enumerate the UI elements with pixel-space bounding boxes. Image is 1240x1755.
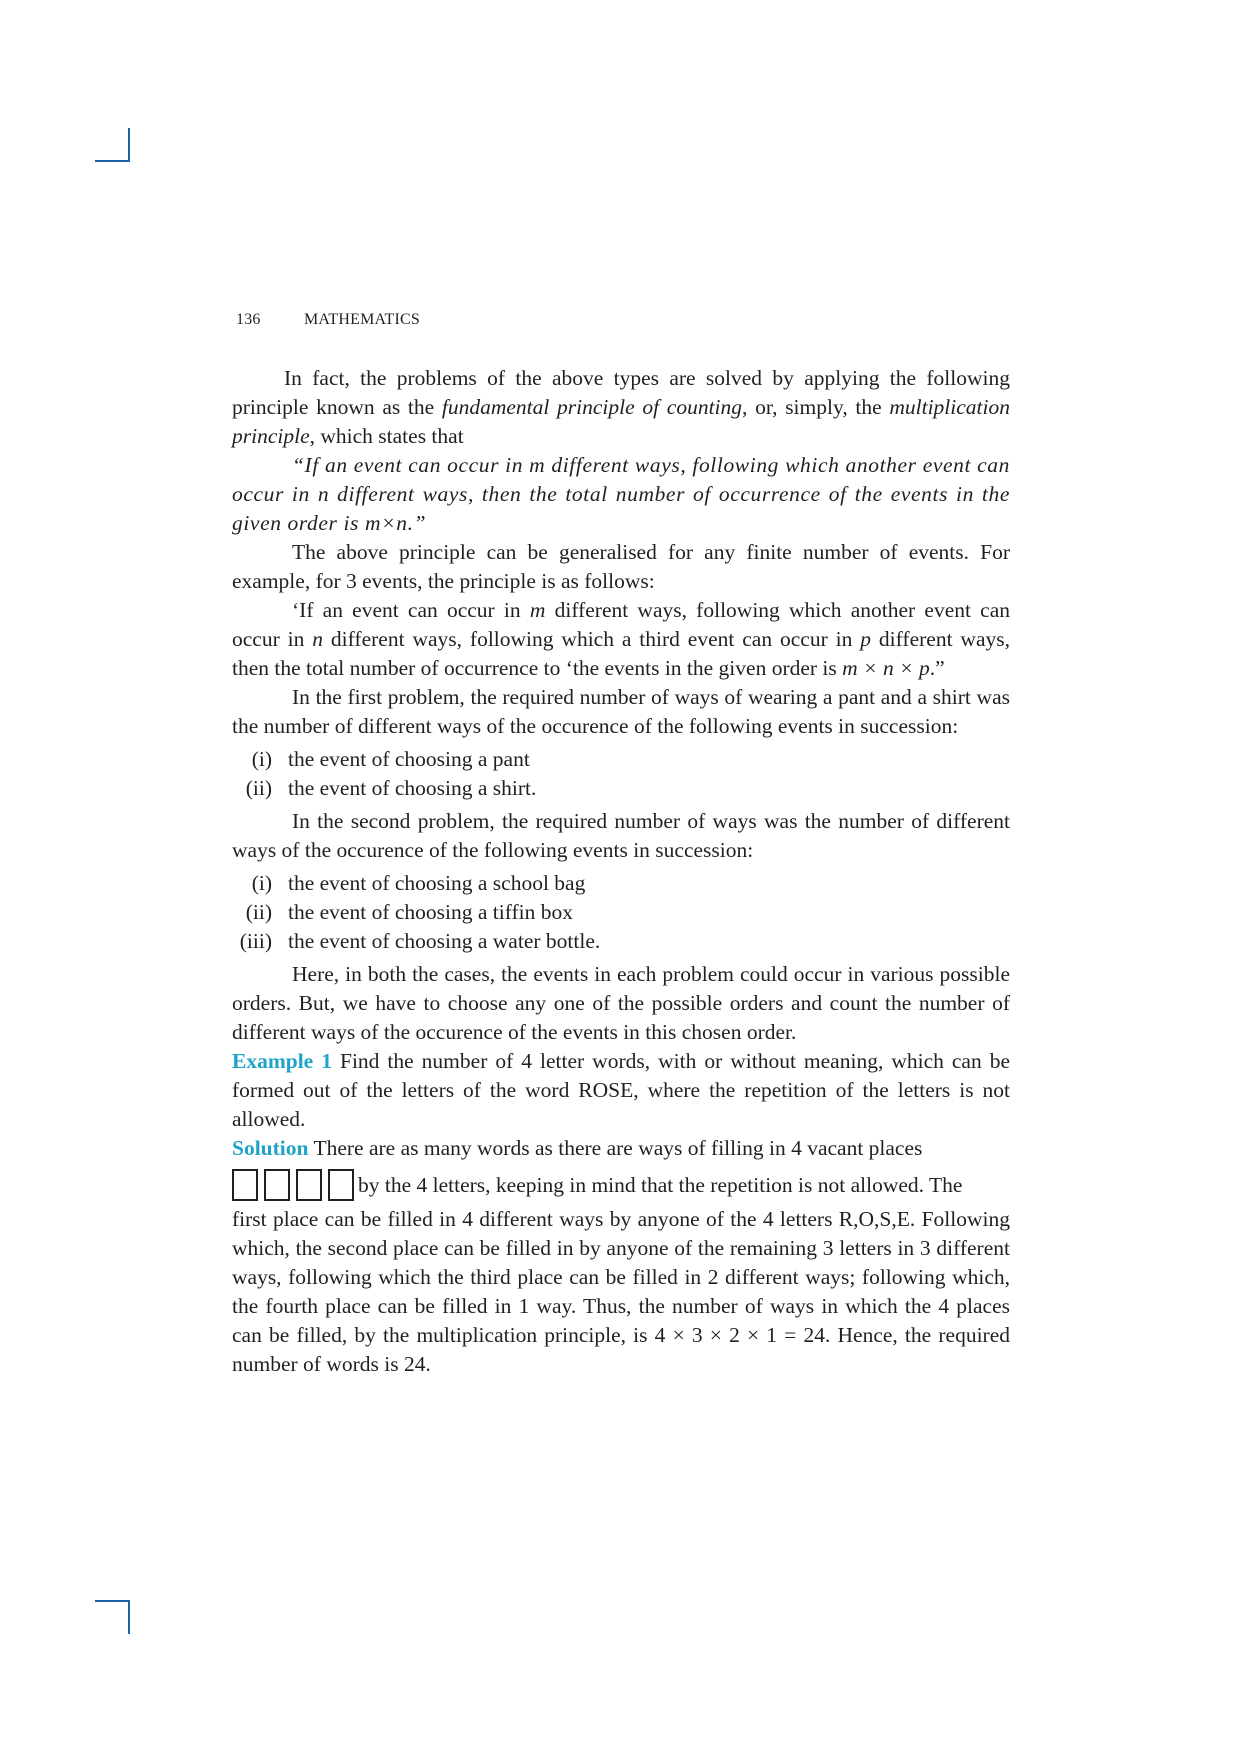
paragraph: In fact, the problems of the above types are solved by applying the following principle known as the fundamental principle of counting, or, simply, the multiplication principle, which states that <box>232 366 1010 448</box>
crop-mark-bottom <box>128 1600 130 1634</box>
formula: m × n × p <box>842 656 930 680</box>
event-list <box>232 869 1010 956</box>
list-item: (ii) the event of choosing a shirt. <box>245 776 537 800</box>
list-item: (i) the event of choosing a school bag <box>251 871 586 895</box>
empty-box-icon <box>296 1169 322 1201</box>
solution-block <box>232 1134 1010 1163</box>
solution-text: by the 4 letters, keeping in mind that the repetition is not allowed. The <box>358 1173 963 1197</box>
running-title: MATHEMATICS <box>304 311 420 328</box>
crop-mark-bottom <box>95 1600 130 1602</box>
paragraph: Here, in both the cases, the events in each problem could occur in various possible orders. But, we have to choose any one of the possible orders and count the number of different ways of the occurence of the events in this chosen order. <box>232 962 1010 1044</box>
paragraph: In the first problem, the required number of ways of wearing a pant and a shirt was the number of different ways of the occurence of the following events in succession: <box>232 685 1010 738</box>
paragraph: In the second problem, the required number of ways was the number of different ways of the occurence of the following events in succession: <box>232 809 1010 862</box>
empty-box-icon <box>232 1169 258 1201</box>
example-block <box>232 1047 1010 1134</box>
crop-mark-top <box>95 160 130 162</box>
paragraph: The above principle can be generalised for any finite number of events. For example, for 3 events, the principle is as follows: <box>232 540 1010 593</box>
list-item: (i) the event of choosing a pant <box>251 747 530 771</box>
vacant-places <box>232 1169 354 1201</box>
event-list <box>232 745 1010 803</box>
crop-mark-top <box>128 128 130 162</box>
paragraph: ‘If an event can occur in m different ways, following which another event can occur in n different ways, following which a third event can occur in p different ways, then the total number of occurrence to ‘the events in the given order is m × n × p.” <box>232 598 1011 680</box>
running-head <box>236 311 420 329</box>
vacant-places-line <box>232 1165 1010 1205</box>
page-number: 136 <box>236 311 261 328</box>
list-item: (iii) the event of choosing a water bottle. <box>239 929 601 953</box>
term: fundamental principle of counting <box>441 395 743 419</box>
list-item: (ii) the event of choosing a tiffin box <box>245 900 574 924</box>
empty-box-icon <box>328 1169 354 1201</box>
page-content <box>232 364 1010 1379</box>
principle-quote: “If an event can occur in m different ways, following which another event can occur in n different ways, then the total number of occurrence of the events in the given order is m×n.” <box>232 453 1010 535</box>
solution-text: There are as many words as there are ways of filling in 4 vacant places <box>308 1136 923 1160</box>
term: multiplication principle <box>232 395 1010 448</box>
solution-label: Solution <box>232 1136 309 1160</box>
example-label: Example 1 <box>232 1049 332 1073</box>
solution-text: first place can be filled in 4 different ways by anyone of the 4 letters R,O,S,E. Following which, the second place can be filled in by anyone of the remaining 3 letters in 3 different ways, following which the third place can be filled in 2 different ways; following which, the fourth place can be filled in 1 way. Thus, the number of ways in which the 4 places can be filled, by the multiplication principle, is 4 × 3 × 2 × 1 = 24. Hence, the required number of words is 24. <box>232 1207 1010 1376</box>
example-text: Find the number of 4 letter words, with or without meaning, which can be formed out of the letters of the word ROSE, where the repetition of the letters is not allowed. <box>232 1049 1010 1131</box>
empty-box-icon <box>264 1169 290 1201</box>
